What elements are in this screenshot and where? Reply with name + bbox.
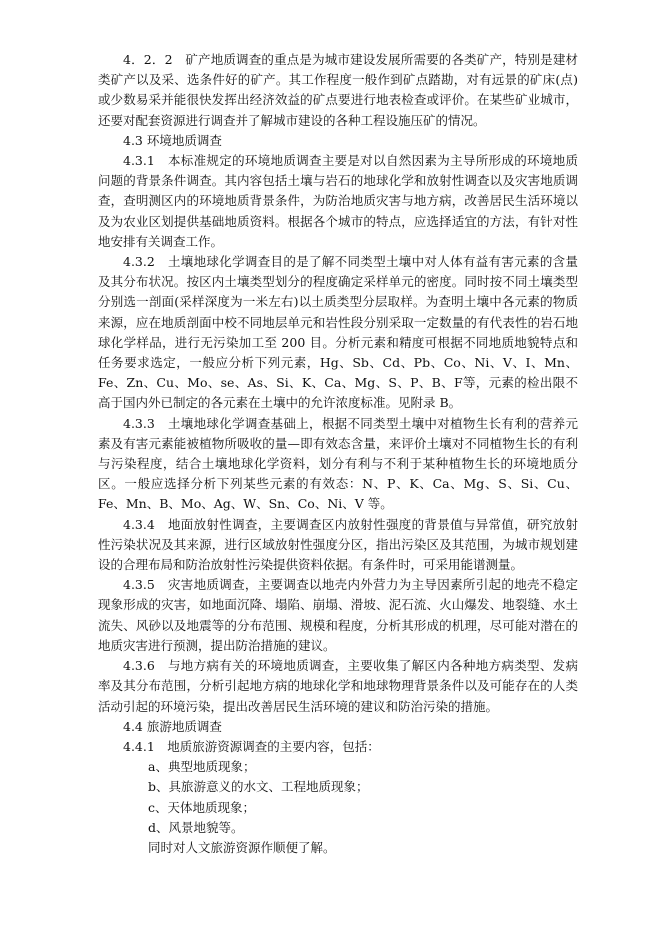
paragraph-4-3-6: 4.3.6 与地方病有关的环境地质调查，主要收集了解区内各种地方病类型、发病率及其分布范围，分析引起地方病的地球化学和地球物理背景条件以及可能存在的人类活动引起的环境污染，提出改善居民生活环境的建议和防治污染的措施。	[98, 658, 578, 714]
list-item: c、天体地质现象；	[148, 799, 256, 815]
closing-note: 同时对人文旅游资源作顺便了解。	[148, 839, 336, 855]
paragraph-4-3-2: 4.3.2 土壤地球化学调查目的是了解不同类型土壤中对人体有益有害元素的含量及其分布状况。按区内土壤类型划分的程度确定采样单元的密度。同时按不同土壤类型分别选一剖面(采样深度为一米左右)以土质类型分层取样。为查明土壤中各元素的物质来源，应在地质剖面中校不同地层单元和岩性段分别采取一定数量的有代表性的岩石地球化学样品，进行无污染加工至 200 目。分析元素和精度可根据不同地质地貌特点和任务要求选定，一般应分析下列元素，Hg、Sb、Cd、Pb、Co、Ni、V、I、Mn、Fe、Zn、Cu、Mo、se、As、Si、K、Ca、Mg、S、P、B、F等，元素的检出限不高于国内外已制定的各元素在土壤中的允许浓度标准。见附录 B。	[98, 254, 578, 411]
paragraph-4-4-1: 4.4.1 地质旅游资源调查的主要内容，包括：	[123, 738, 380, 754]
list-item: a、典型地质现象；	[148, 759, 256, 775]
list-item: b、具旅游意义的水文、工程地质现象；	[148, 779, 369, 795]
paragraph-4-2-2: 4．2．2 矿产地质调查的重点是为城市建设发展所需要的各类矿产，特别是建材类矿产以及采、选条件好的矿产。其工作程度一般作到矿点踏勘，对有远景的矿床(点)或少数易采并能很快发挥出经济效益的矿点要进行地表检查或评价。在某些矿业城市，还要对配套资源进行调查并了解城市建设的各种工程设施压矿的情况。	[98, 52, 578, 128]
paragraph-4-3-1: 4.3.1 本标准规定的环境地质调查主要是对以自然因素为主导所形成的环境地质问题的背景条件调查。其内容包括土壤与岩石的地球化学和放射性调查以及灾害地质调查，查明测区内的环境地质背景条件，为防治地质灾害与地方病，改善居民生活环境以及为农业区划提供基础地质资料。根据各个城市的特点，应选择适宜的方法，有针对性地安排有关调查工作。	[98, 153, 578, 249]
paragraph-4-3-3: 4.3.3 土壤地球化学调查基础上，根据不同类型土壤中对植物生长有利的营养元素及有害元素能被植物所吸收的量—即有效态含量，来评价土壤对不同植物生长的有利与污染程度，结合土壤地球化学资料，划分有利与不利于某种植物生长的环境地质分区。一般应选择分析下列某些元素的有效态：N、P、K、Ca、Mg、S、Si、Cu、Fe、Mn、B、Mo、Ag、W、Sn、Co、Ni、V 等。	[98, 415, 578, 512]
list-item: d、风景地貌等。	[148, 819, 244, 835]
paragraph-4-3-5: 4.3.5 灾害地质调查，主要调查以地壳内外营力为主导因素所引起的地壳不稳定现象形成的灾害，如地面沉降、塌陷、崩塌、滑坡、泥石流、火山爆发、地裂缝、水土流失、风砂以及地震等的分布范围、规模和程度，分析其形成的机理，尽可能对潜在的地质灾害进行预测，提出防治措施的建议。	[98, 577, 578, 653]
section-heading-4-4: 4.4 旅游地质调查	[123, 718, 222, 734]
section-heading-4-3: 4.3 环境地质调查	[123, 132, 222, 148]
document-body	[98, 50, 578, 858]
paragraph-4-3-4: 4.3.4 地面放射性调查，主要调查区内放射性强度的背景值与异常值，研究放射性污染状况及其来源，进行区域放射性强度分区，指出污染区及其范围，为城市规划建设的合理布局和防治放射性污染提供资料依据。有条件时，可采用能谱测量。	[98, 516, 578, 573]
